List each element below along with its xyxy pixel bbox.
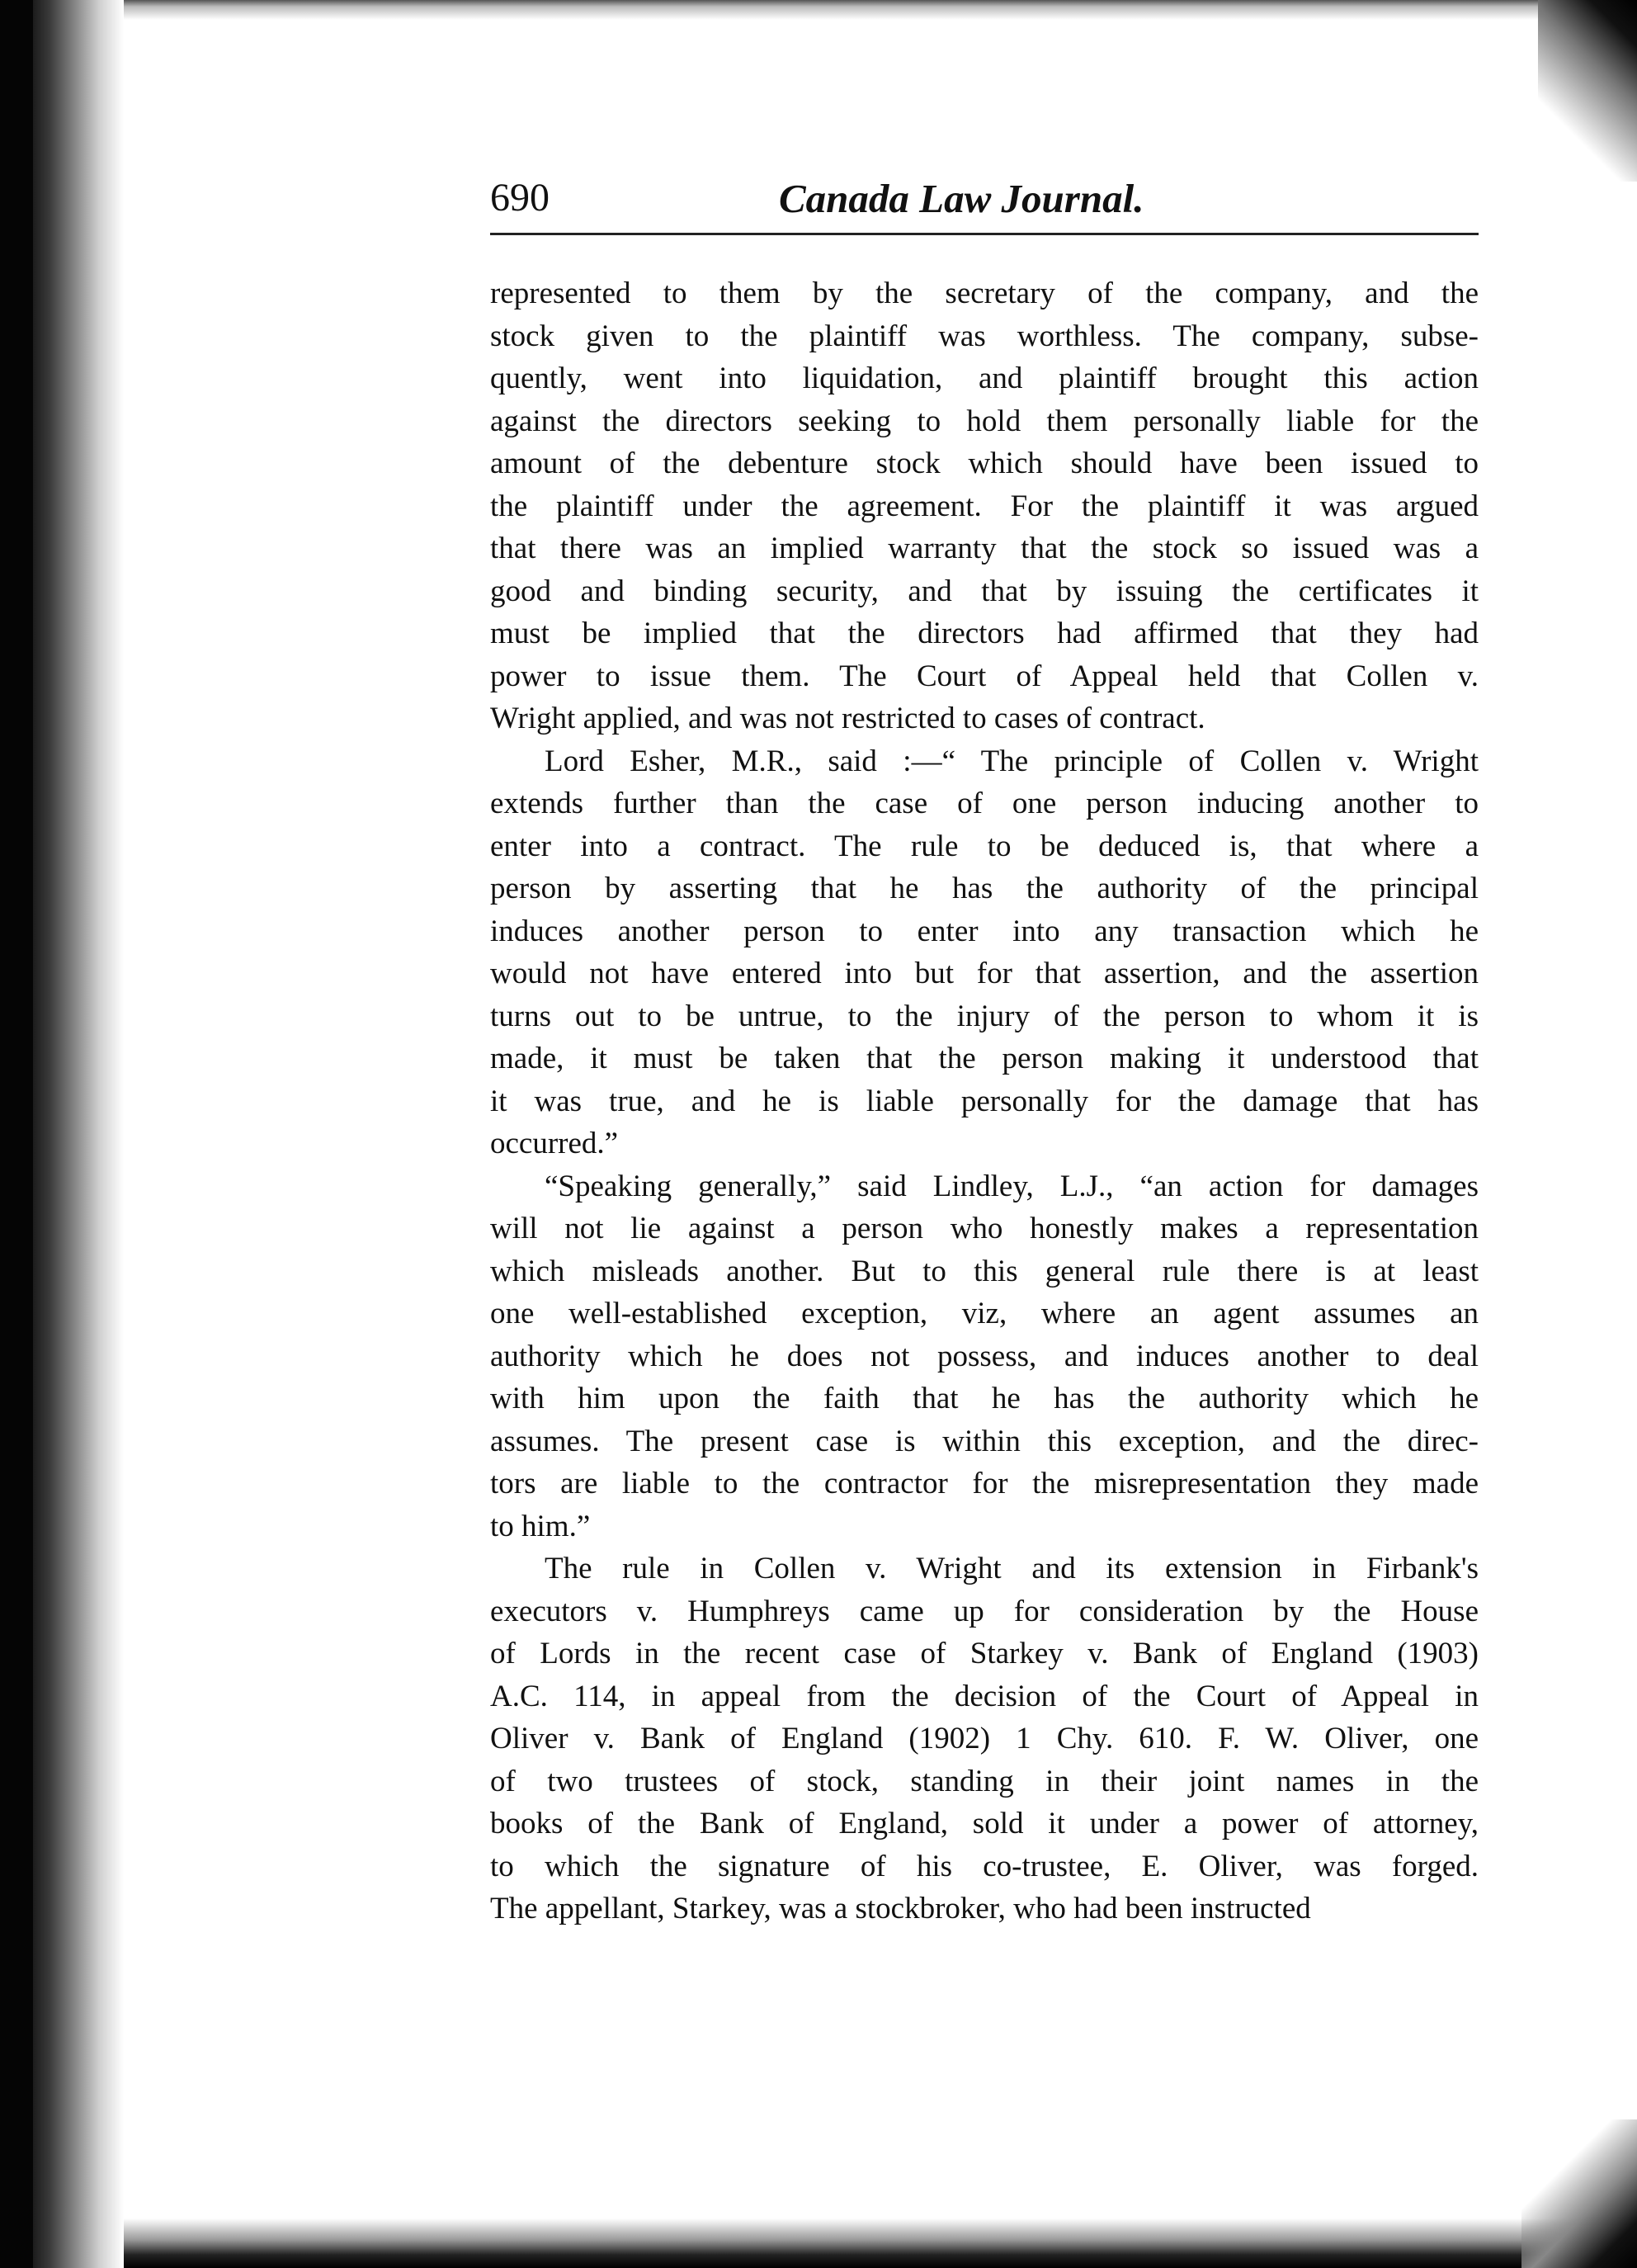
paragraph bbox=[490, 1547, 1479, 1930]
text-line: authority which he does not possess, and induces another to deal bbox=[490, 1339, 1479, 1373]
text-line: must be implied that the directors had affirmed that they had bbox=[490, 617, 1479, 650]
text-line: of Lords in the recent case of Starkey v. Bank of England (1903) bbox=[490, 1637, 1479, 1670]
scan-shadow-top bbox=[124, 0, 1576, 20]
text-line: it was true, and he is liable personally for the damage that has bbox=[490, 1084, 1479, 1118]
text-line: good and binding security, and that by issuing the certificates it bbox=[490, 574, 1479, 608]
text-line: quently, went into liquidation, and plaintiff brought this action bbox=[490, 361, 1479, 395]
text-line: will not lie against a person who honestly makes a representation bbox=[490, 1212, 1479, 1245]
scan-shadow-bottom-right bbox=[1521, 2119, 1637, 2268]
text-line: to which the signature of his co-trustee, E. Oliver, was forged. bbox=[490, 1849, 1479, 1883]
text-line: against the directors seeking to hold them personally liable for the bbox=[490, 404, 1479, 438]
text-line: power to issue them. The Court of Appeal held that Collen v. bbox=[490, 659, 1479, 693]
body-text bbox=[490, 272, 1479, 1930]
text-line: stock given to the plaintiff was worthless. The company, subse- bbox=[490, 319, 1479, 353]
running-title: Canada Law Journal. bbox=[779, 176, 1144, 221]
text-line: assumes. The present case is within this exception, and the direc- bbox=[490, 1424, 1479, 1458]
text-line: person by asserting that he has the authority of the principal bbox=[490, 872, 1479, 905]
text-line: which misleads another. But to this general rule there is at least bbox=[490, 1254, 1479, 1288]
paragraph bbox=[490, 740, 1479, 1165]
scan-shadow-top-right bbox=[1538, 0, 1637, 182]
text-line: executors v. Humphreys came up for consideration by the House bbox=[490, 1594, 1479, 1628]
text-line: tors are liable to the contractor for the misrepresentation they made bbox=[490, 1467, 1479, 1500]
text-line: made, it must be taken that the person making it understood that bbox=[490, 1042, 1479, 1075]
scan-shadow-left-dark bbox=[0, 0, 33, 2268]
text-line: the plaintiff under the agreement. For the plaintiff it was argued bbox=[490, 489, 1479, 523]
text-line: with him upon the faith that he has the authority which he bbox=[490, 1382, 1479, 1415]
text-line: amount of the debenture stock which should have been issued to bbox=[490, 447, 1479, 480]
paragraph bbox=[490, 272, 1479, 740]
text-line: to him.” bbox=[490, 1509, 591, 1543]
text-line: books of the Bank of England, sold it under a power of attorney, bbox=[490, 1807, 1479, 1840]
page-number: 690 bbox=[490, 176, 550, 220]
page-header bbox=[490, 155, 1479, 238]
text-line: Wright applied, and was not restricted to cases of contract. bbox=[490, 702, 1205, 735]
text-line: induces another person to enter into any transaction which he bbox=[490, 914, 1479, 948]
text-line: The rule in Collen v. Wright and its extension in Firbank's bbox=[545, 1552, 1479, 1585]
text-line: Oliver v. Bank of England (1902) 1 Chy. 610. F. W. Oliver, one bbox=[490, 1722, 1479, 1755]
text-line: represented to them by the secretary of the company, and the bbox=[490, 276, 1479, 310]
header-rule bbox=[490, 233, 1479, 235]
text-line: turns out to be untrue, to the injury of the person to whom it is bbox=[490, 999, 1479, 1033]
text-line: enter into a contract. The rule to be deduced is, that where a bbox=[490, 829, 1479, 863]
text-line: of two trustees of stock, standing in their joint names in the bbox=[490, 1764, 1479, 1798]
text-line: “Speaking generally,” said Lindley, L.J., “an action for damages bbox=[545, 1169, 1479, 1203]
scan-shadow-bottom bbox=[124, 2218, 1637, 2268]
text-line: extends further than the case of one person inducing another to bbox=[490, 787, 1479, 820]
text-line: A.C. 114, in appeal from the decision of the Court of Appeal in bbox=[490, 1679, 1479, 1713]
text-line: occurred.” bbox=[490, 1127, 619, 1160]
text-line: Lord Esher, M.R., said :—“ The principle of Collen v. Wright bbox=[545, 744, 1479, 778]
paragraph bbox=[490, 1165, 1479, 1548]
text-line: one well-established exception, viz, where an agent assumes an bbox=[490, 1297, 1479, 1330]
text-line: The appellant, Starkey, was a stockbroker, who had been instructed bbox=[490, 1892, 1311, 1925]
text-line: would not have entered into but for that assertion, and the assertion bbox=[490, 957, 1479, 990]
text-line: that there was an implied warranty that the stock so issued was a bbox=[490, 532, 1479, 565]
